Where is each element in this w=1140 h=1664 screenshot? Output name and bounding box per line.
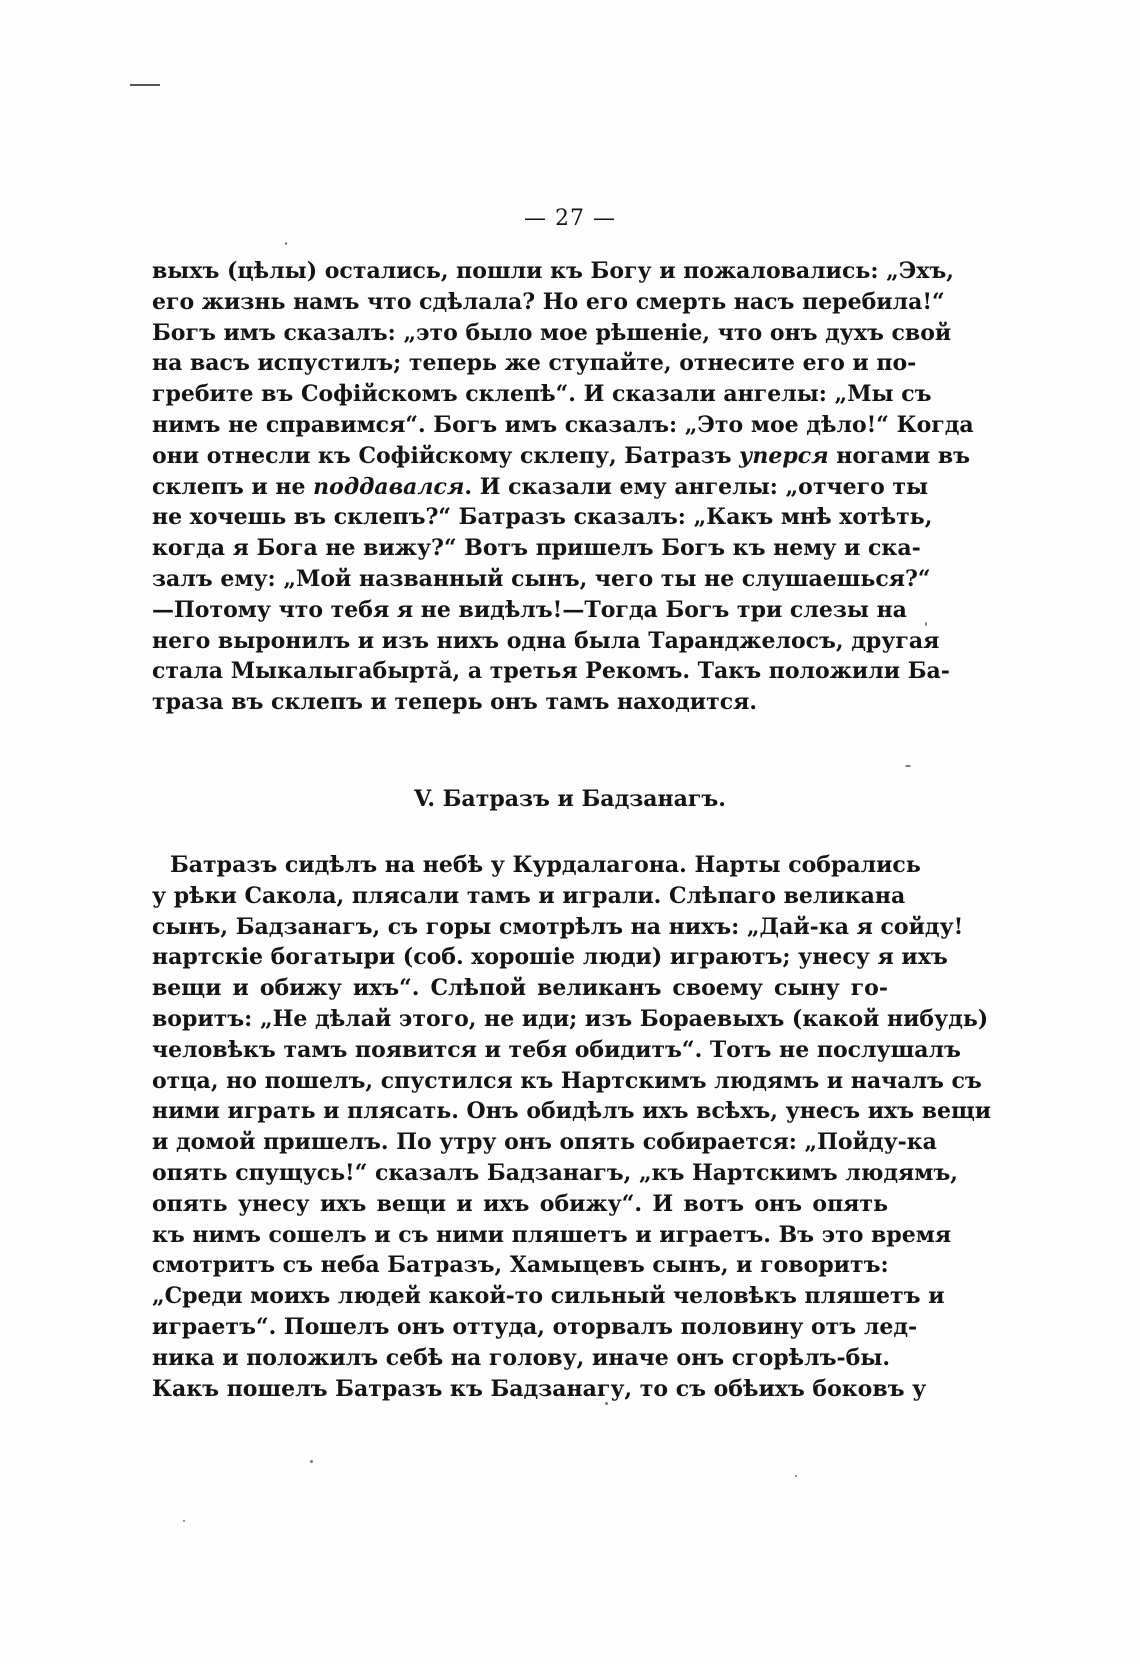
text-line: играетъ“. Пошелъ онъ оттуда, оторвалъ половину отъ лед- [152, 1313, 918, 1340]
text-line: стала Мыкалыгабыртӑ, а третья Рекомъ. Такъ положили Ба- [152, 658, 950, 685]
text-segment: склепъ и не [152, 473, 314, 500]
text-line: воритъ: „Не дѣлай этого, не иди; изъ Бораевыхъ (какой нибудь) [152, 1005, 989, 1032]
scan-speck [905, 765, 911, 767]
scan-mark [130, 84, 160, 86]
text-line: выхъ (цѣлы) остались, пошли къ Богу и пожаловались: „Эхъ, [152, 258, 954, 284]
text-line: ними играть и плясать. Онъ обидѣлъ ихъ всѣхъ, унесъ ихъ вещи [152, 1098, 992, 1125]
text-line: нартскіе богатыри (соб. хорошіе люди) играютъ; унесу я ихъ [152, 944, 948, 971]
text-line: траза въ склепъ и теперь онъ тамъ находится. [152, 689, 758, 716]
text-line: опять спущусь!“ сказалъ Бадзанагъ, „къ Нартскимъ людямъ, [152, 1159, 958, 1186]
text-line [152, 441, 971, 472]
scan-speck [285, 242, 287, 245]
text-line: человѣкъ тамъ появится и тебя обидитъ“. Тотъ не послушалъ [152, 1036, 961, 1063]
text-line: и домой пришелъ. По утру онъ опять собирается: „Пойду-ка [152, 1129, 937, 1156]
text-segment: ногами въ [828, 442, 971, 469]
paragraph-section-v [152, 850, 992, 1404]
text-line: его жизнь намъ что сдѣлала? Но его смерть насъ перебила!“ [152, 288, 945, 315]
italic-word: уперся [739, 442, 829, 469]
text-line: залъ ему: „Мой названный сынъ, чего ты не слушаешься?“ [152, 565, 931, 592]
text-line: сынъ, Бадзанагъ, съ горы смотрѣлъ на нихъ: „Дай-ка я сойду! [152, 913, 964, 940]
text-line: гребите въ Софійскомъ склепѣ“. И сказали ангелы: „Мы съ [152, 381, 932, 408]
italic-word: поддавался [313, 473, 465, 500]
text-line: него выронилъ и изъ нихъ одна была Таранджелосъ, другая [152, 627, 940, 654]
text-line [152, 472, 929, 503]
text-line: къ нимъ сошелъ и съ ними пляшетъ и играетъ. Въ это время [152, 1221, 952, 1248]
text-line: отца, но пошелъ, спустился къ Нартскимъ людямъ и началъ съ [152, 1067, 982, 1094]
text-line: когда я Бога не вижу?“ Вотъ пришелъ Богъ къ нему и ска- [152, 535, 921, 562]
scan-speck [310, 1460, 313, 1463]
scan-speck [925, 622, 927, 626]
text-line: Какъ пошелъ Батразъ къ Бадзанагу, то съ обѣихъ боковъ у [152, 1375, 927, 1402]
text-line: не хочешь въ склепъ?“ Батразъ сказалъ: „Какъ мнѣ хотѣть, [152, 504, 933, 531]
text-line: Богъ имъ сказалъ: „это было мое рѣшеніе, что онъ духъ свой [152, 319, 952, 346]
section-heading: V. Батразъ и Бадзанагъ. [414, 786, 726, 812]
text-segment: . И сказали ему ангелы: „отчего ты [464, 473, 929, 500]
scan-speck [795, 1475, 797, 1477]
text-line: „Среди моихъ людей какой-то сильный человѣкъ пляшетъ и [152, 1283, 945, 1310]
page-number: — 27 — [524, 206, 616, 231]
text-line: на васъ испустилъ; теперь же ступайте, отнесите его и по- [152, 350, 917, 377]
scan-speck [605, 1402, 608, 1405]
text-segment: они отнесли къ Софійскому склепу, Батразъ [152, 442, 740, 469]
paragraph-continued [152, 256, 974, 718]
text-line: вещи и обижу ихъ“. Слѣпой великанъ своему сыну го- [152, 975, 888, 1002]
text-line: Батразъ сидѣлъ на небѣ у Курдалагона. Нарты собрались [170, 852, 921, 878]
text-line: у рѣки Сакола, плясали тамъ и играли. Слѣпаго великана [152, 882, 906, 909]
text-line: смотритъ съ неба Батразъ, Хамыцевъ сынъ, и говоритъ: [152, 1252, 889, 1279]
text-line: опять унесу ихъ вещи и ихъ обижу“. И вотъ онъ опять [152, 1190, 888, 1217]
text-line: нимъ не справимся“. Богъ имъ сказалъ: „Это мое дѣло!“ Когда [152, 411, 974, 438]
text-line: —Потому что тебя я не видѣлъ!—Тогда Богъ три слезы на [152, 596, 907, 623]
text-line: ника и положилъ себѣ на голову, иначе онъ сгорѣлъ-бы. [152, 1344, 891, 1371]
scan-speck [183, 1520, 185, 1522]
